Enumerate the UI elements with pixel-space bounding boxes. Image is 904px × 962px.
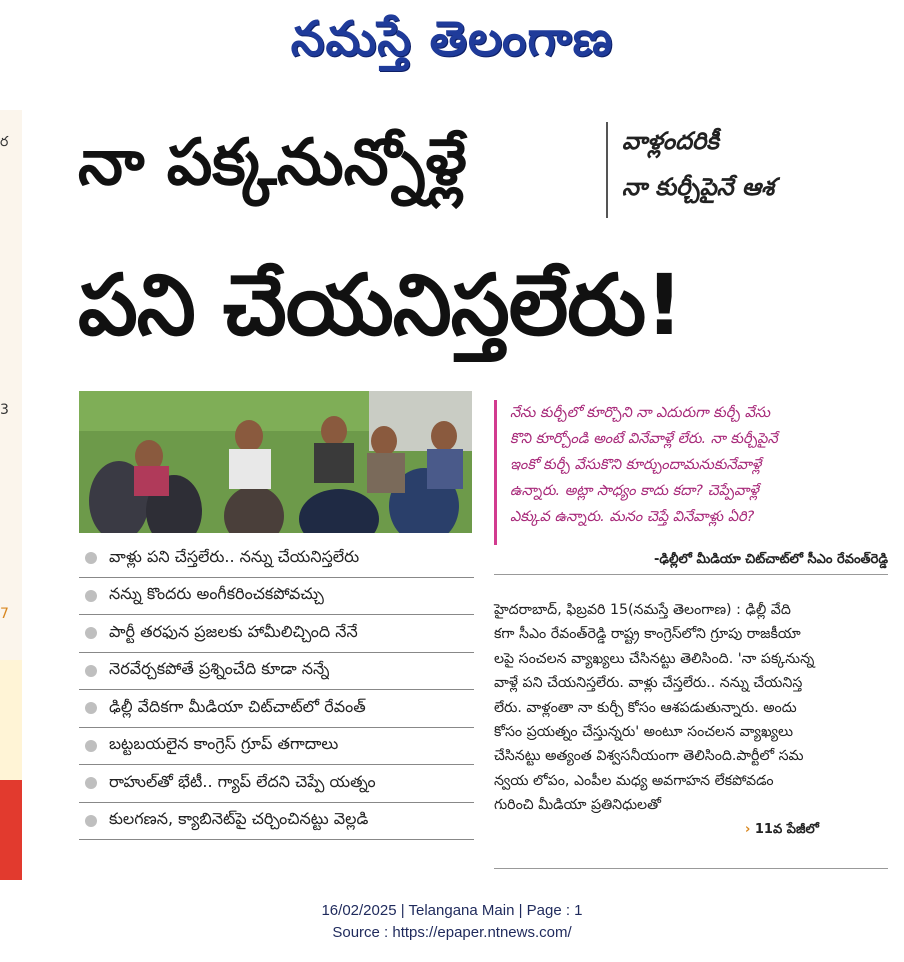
- body-line: వాళ్లే పని చేయనిస్తలేరు. వాళ్లు చేస్తలేరు.. నన్ను చేయనిస్త: [494, 675, 803, 692]
- body-line: కగా సీఎం రేవంత్‌రెడ్డి రాష్ట్ర కాంగ్రెస్‌లోని గ్రూపు రాజకీయా: [494, 626, 801, 643]
- bullet-dot: [85, 740, 97, 752]
- bullet-dot: [85, 590, 97, 602]
- bullet-dot: [85, 552, 97, 564]
- list-item: ఢిల్లీ వేదికగా మీడియా చిట్‌చాట్‌లో రేవంత్: [79, 690, 474, 728]
- list-item: నెరవేర్చకపోతే ప్రశ్నించేది కూడా నన్నే: [79, 653, 474, 691]
- bullet-dot: [85, 627, 97, 639]
- bullet-dot: [85, 665, 97, 677]
- headline-kicker: [622, 118, 892, 210]
- quote-attribution: -ఢిల్లీలో మీడియా చిట్‌చాట్‌లో సీఎం రేవంత్‌రెడ్డి: [654, 552, 888, 567]
- list-item: బట్టబయలైన కాంగ్రెస్ గ్రూప్ తగాదాలు: [79, 728, 474, 766]
- masthead-logo: నమస్తే తెలంగాణ: [290, 11, 614, 67]
- kicker-line: వాళ్లందరికీ: [622, 127, 719, 155]
- quote-line: ఎక్కువ ఉన్నారు. మనం చెప్తే వినేవాళ్లు ఏరి?: [510, 509, 755, 525]
- body-line: న్వయ లోపం, ఎంపీల మధ్య అవగాహన లేకపోవడం: [494, 772, 774, 789]
- strip-fragment: 3: [0, 402, 9, 418]
- photo-illustration: [79, 391, 472, 533]
- footer-date-line: 16/02/2025 | Telangana Main | Page : 1: [321, 902, 583, 919]
- chevron-right-icon: ›: [745, 822, 751, 837]
- quote-line: కొని కూర్చోండి అంటే వినేవాళ్లే లేరు. నా కుర్చీపైనే: [510, 431, 778, 447]
- quote-line: ఉన్నారు. అట్లా సాధ్యం కాదు కదా? చెప్పేవాళ్లే: [510, 483, 759, 499]
- pull-quote: [510, 400, 888, 530]
- strip-fragment: ర: [0, 134, 9, 150]
- continued-on-page[interactable]: [745, 822, 819, 840]
- page-footer: [0, 900, 904, 944]
- strip-fragment: 7: [0, 606, 9, 622]
- footer-source-link[interactable]: Source : https://epaper.ntnews.com/: [332, 924, 572, 941]
- divider: [494, 574, 888, 575]
- adjacent-advert: [0, 660, 22, 880]
- body-line: హైదరాబాద్, ఫిబ్రవరి 15(నమస్తే తెలంగాణ) : ఢిల్లీ వేది: [494, 602, 791, 618]
- bullet-dot: [85, 815, 97, 827]
- continued-label: 11వ పేజీలో: [754, 822, 819, 837]
- headline-line-1: నా పక్కనున్నోళ్లే: [78, 126, 467, 200]
- quote-line: ఇంకో కుర్చీ వేసుకొని కూర్చుందామనుకునేవాళ్లే: [510, 457, 762, 473]
- headline-line-2: పని చేయనిస్తలేరు!: [78, 256, 683, 354]
- list-item: నన్ను కొందరు అంగీకరించకపోవచ్చు: [79, 578, 474, 616]
- meeting-photo: [79, 391, 472, 533]
- bullet-dot: [85, 777, 97, 789]
- body-line: లేరు. వాళ్లంతా నా కుర్చీ కోసం ఆశపడుతున్నారు. అందు: [494, 699, 797, 716]
- quote-bar: [494, 400, 497, 545]
- body-line: లపై సంచలన వ్యాఖ్యలు చేసినట్టు తెలిసింది. 'నా పక్కనున్న: [494, 650, 815, 667]
- kicker-line: నా కుర్చీపైనే ఆశ: [622, 173, 775, 201]
- list-item: పార్టీ తరఫున ప్రజలకు హామీలిచ్చింది నేనే: [79, 615, 474, 653]
- body-line: కోసం ప్రయత్నం చేస్తున్నరు' అంటూ సంచలన వ్యాఖ్యలు: [494, 724, 793, 741]
- list-item: రాహుల్‌తో భేటీ.. గ్యాప్ లేదని చెప్పే యత్నం: [79, 765, 474, 803]
- list-item: కులగణన, క్యాబినెట్‌పై చర్చించినట్టు వెల్లడి: [79, 803, 474, 841]
- kicker-divider: [606, 122, 608, 218]
- body-line: చేసినట్టు అత్యంత విశ్వసనీయంగా తెలిసింది.పార్టీలో సమ: [494, 748, 804, 765]
- bullet-list: [79, 540, 474, 840]
- divider: [494, 868, 888, 869]
- body-line: గురించి మీడియా ప్రతినిధులతో: [494, 797, 661, 814]
- quote-line: నేను కుర్చీలో కూర్చొని నా ఎదురుగా కుర్చీ వేసు: [510, 405, 771, 421]
- list-item: వాళ్లు పని చేస్తలేరు.. నన్ను చేయనిస్తలేరు: [79, 540, 474, 578]
- article-body: [494, 598, 888, 818]
- bullet-dot: [85, 702, 97, 714]
